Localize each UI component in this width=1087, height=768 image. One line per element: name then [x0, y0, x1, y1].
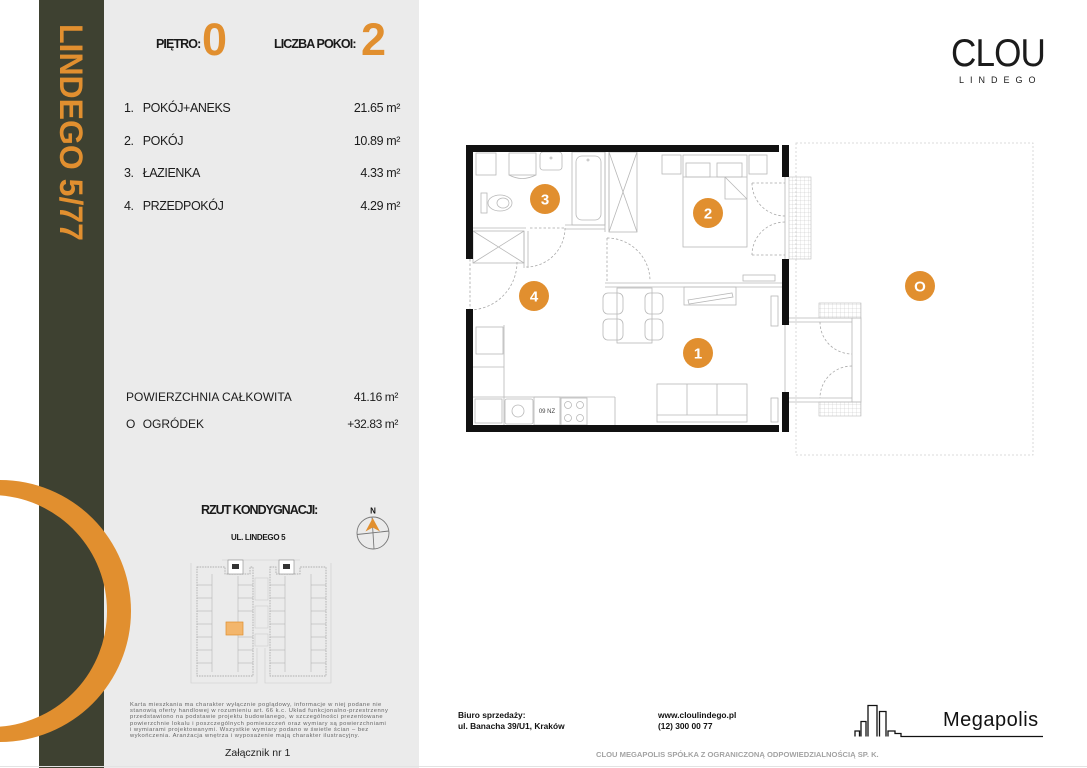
svg-text:O: O: [914, 278, 926, 296]
room-number: 4.: [124, 199, 134, 214]
decorative-arc: [0, 470, 140, 755]
floor-plan: [455, 135, 1055, 465]
svg-text:N: N: [370, 506, 376, 516]
clou-logo: CLOU: [951, 31, 1045, 75]
walls: [466, 145, 789, 432]
appliance-tag: 09 NZ: [538, 409, 556, 415]
website-link[interactable]: www.cloulindego.pl: [658, 709, 737, 720]
total-area-label: POWIERZCHNIA CAŁKOWITA: [126, 389, 292, 404]
disclaimer-line: stanowią oferty handlowej w rozumieniu art. 66 k.c. Układ funkcjonalno-przestrzenny: [130, 708, 389, 715]
room-number: 1.: [124, 101, 134, 116]
totals-list: [126, 391, 398, 431]
terrace-tiles: [789, 177, 811, 259]
garden-marker: O: [126, 416, 136, 431]
garden-area-label: OGRÓDEK: [142, 416, 205, 431]
compass-icon: [352, 503, 396, 555]
rooms-count-label: LICZBA POKOI:: [274, 36, 356, 51]
phone-number: (12) 300 00 77: [658, 721, 713, 732]
room-area: 4.29 m²: [360, 199, 400, 214]
floor-label: PIĘTRO:: [156, 36, 201, 51]
room-label-2: [693, 198, 723, 228]
rooms-count-value: 2: [361, 13, 387, 65]
garden-area-row: [126, 418, 398, 430]
room-row: [124, 167, 400, 180]
room-number: 2.: [124, 134, 134, 149]
disclaimer-line: i wymiarami projektowanymi. Wszystkie wymiary podano w świetle ścian – bez: [130, 726, 369, 733]
disclaimer: [130, 702, 388, 740]
disclaimer-line: przedstawiono na podstawie projektu budowlanego, w szczególności prezentowane: [130, 714, 384, 721]
terrace-tiles: [819, 402, 861, 416]
terrace-tiles: [819, 303, 861, 318]
room-area: 4.33 m²: [360, 166, 400, 181]
room-area: 10.89 m²: [353, 134, 400, 149]
room-row: [124, 102, 400, 115]
disclaimer-line: powierzchnie lokalu i poszczególnych pomieszczeń oraz wymiary są powierzchniami: [130, 720, 387, 727]
room-list: [124, 102, 400, 214]
apartment-title: LINDEGO 5/77: [53, 24, 89, 241]
key-plan-street: UL. LINDEGO 5: [231, 532, 286, 542]
clou-logo-subtitle: LINDEGO: [959, 74, 1042, 85]
svg-text:1: 1: [693, 345, 703, 363]
apartment-location-highlight: [226, 622, 243, 635]
disclaimer-line: Karta mieszkania ma charakter wyłącznie poglądowy, informacje w niej podane nie: [130, 701, 382, 708]
floor-value: 0: [202, 13, 228, 65]
svg-text:4: 4: [529, 288, 539, 306]
room-label-4: [519, 281, 549, 311]
room-name: PRZEDPOKÓJ: [142, 199, 224, 214]
disclaimer-line: wykończenia. Aranżacja wnętrza i wyposażenie mają charakter ilustracyjny.: [130, 733, 360, 740]
total-area-value: 41.16 m²: [353, 389, 398, 404]
room-row: [124, 200, 400, 213]
key-plan-map: [185, 552, 335, 687]
attachment-label: Załącznik nr 1: [225, 746, 291, 759]
room-number: 3.: [124, 166, 134, 181]
room-label-1: [683, 338, 713, 368]
key-plan-title: RZUT KONDYGNACJI:: [201, 503, 318, 518]
room-name: POKÓJ: [142, 134, 184, 149]
garden-label: [905, 271, 935, 301]
svg-text:2: 2: [703, 205, 713, 223]
room-area: 21.65 m²: [353, 101, 400, 116]
developer-logo: Megapolis: [943, 708, 1039, 731]
company-name: CLOU MEGAPOLIS SPÓŁKA Z OGRANICZONĄ ODPOWIEDZIALNOŚCIĄ SP. K.: [596, 749, 879, 759]
svg-text:3: 3: [540, 191, 550, 209]
page-border: [0, 766, 1087, 767]
room-row: [124, 135, 400, 148]
room-name: POKÓJ+ANEKS: [142, 101, 231, 116]
total-area-row: [126, 391, 398, 403]
room-label-3: [530, 184, 560, 214]
room-name: ŁAZIENKA: [142, 166, 200, 181]
garden-area-value: +32.83 m²: [347, 416, 398, 431]
sales-office-label: Biuro sprzedaży:: [458, 709, 526, 720]
sales-office-address: ul. Banacha 39/U1, Kraków: [458, 721, 565, 732]
